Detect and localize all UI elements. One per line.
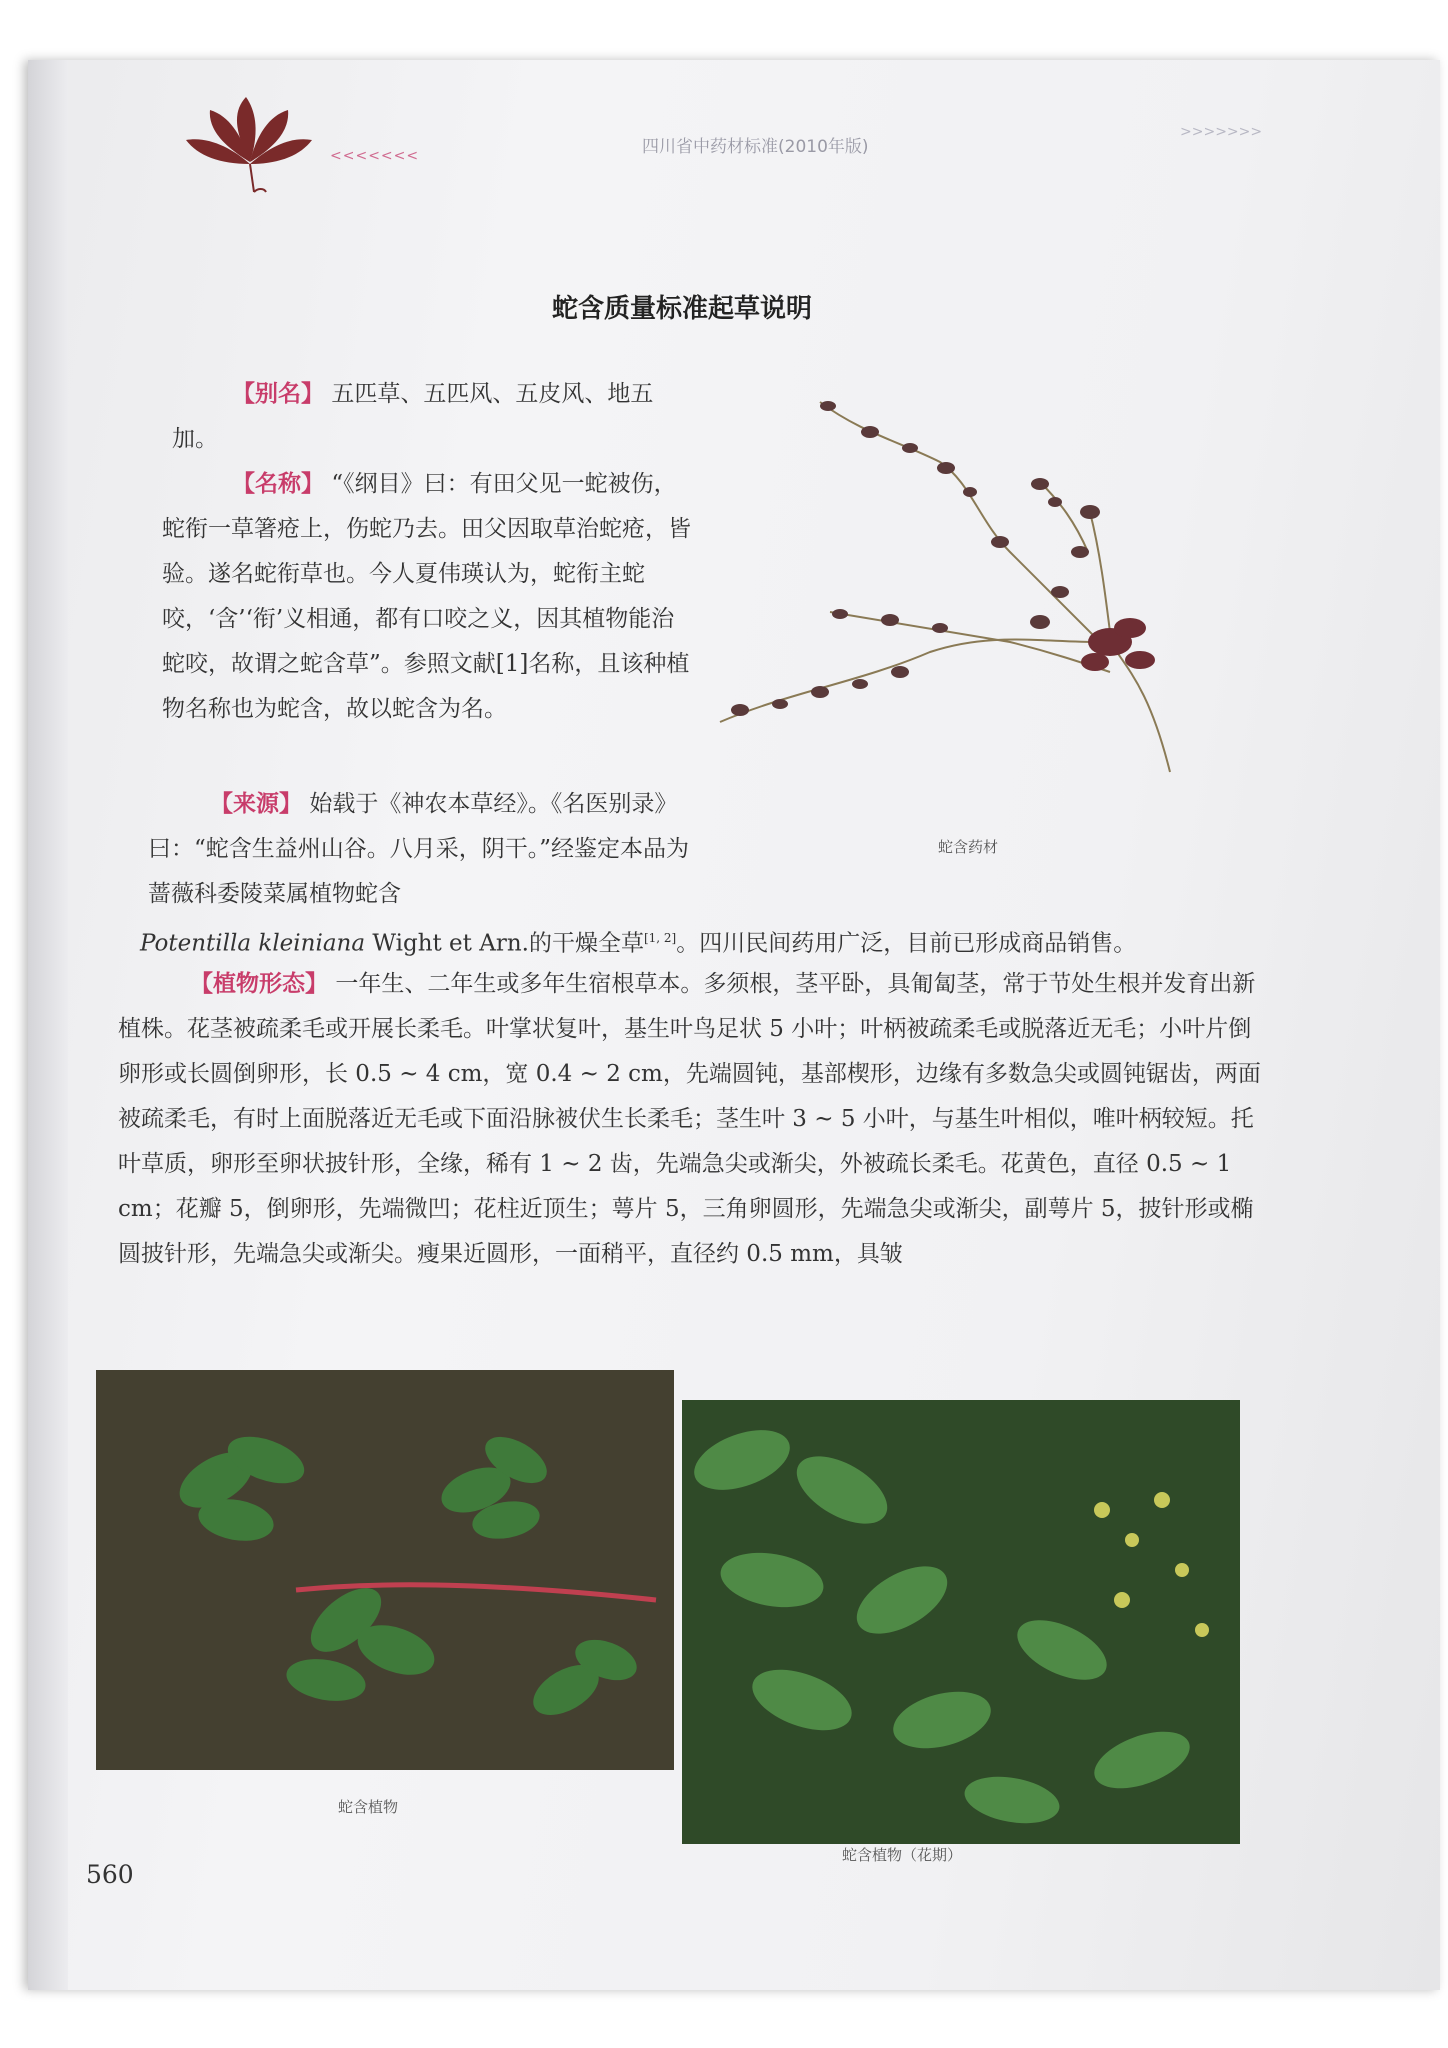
plant-photo-caption: 蛇含植物 — [338, 1798, 399, 1816]
name-paragraph — [162, 462, 692, 732]
alias-paragraph — [172, 372, 692, 462]
running-header-title: 四川省中药材标准(2010年版) — [642, 137, 869, 157]
dried-herb-specimen-image — [710, 392, 1230, 792]
alias-text: 五匹草、五匹风、五皮风、地五加。 — [172, 381, 654, 452]
name-text: “《纲目》曰：有田父见一蛇被伤，蛇衔一草箸疮上，伤蛇乃去。田父因取草治蛇疮，皆验。遂名蛇衔草也。今人夏伟瑛认为，蛇衔主蛇咬，‘含’‘衔’义相通，都有口咬之义，因其植物能治蛇咬，故谓之蛇含草”。参照文献[1]名称，且该种植物名称也为蛇含，故以蛇含为名。 — [162, 471, 691, 722]
source-paragraph — [148, 782, 692, 917]
specimen-caption: 蛇含药材 — [938, 838, 999, 856]
morphology-paragraph — [118, 962, 1268, 1277]
page-number: 560 — [86, 1860, 134, 1889]
header-arrows-left: <<<<<<< — [330, 148, 420, 164]
plant-flowering-photo — [682, 1400, 1240, 1844]
leaf-logo-icon — [180, 92, 320, 202]
plant-photo — [96, 1370, 674, 1770]
page-title: 蛇含质量标准起草说明 — [552, 294, 813, 324]
source-end: 。四川民间药用广泛，目前已形成商品销售。 — [676, 930, 1137, 957]
flowering-photo-caption: 蛇含植物（花期） — [842, 1846, 963, 1864]
morphology-tag: 【植物形态】 — [190, 971, 328, 997]
alias-tag: 【别名】 — [232, 381, 324, 407]
source-latin-line — [140, 916, 1260, 967]
name-tag: 【名称】 — [232, 471, 324, 497]
source-text: 始载于《神农本草经》。《名医别录》曰：“蛇含生益州山谷。八月采，阴干。”经鉴定本品为蔷薇科委陵菜属植物蛇含 — [148, 791, 690, 907]
source-reference: [1, 2] — [643, 931, 677, 945]
morphology-text: 一年生、二年生或多年生宿根草本。多须根，茎平卧，具匍匐茎，常于节处生根并发育出新植株。花茎被疏柔毛或开展长柔毛。叶掌状复叶，基生叶鸟足状 5 小叶；叶柄被疏柔毛或脱落近无毛；小叶片倒卵形或长圆倒卵形，长 0.5 ~ 4 cm，宽 0.4 ~ 2 cm，先端圆钝，基部楔形，边缘有多数急尖或圆钝锯齿，两面被疏柔毛，有时上面脱落近无毛或下面沿脉被伏生长柔毛；茎生叶 3 ~ 5 小叶，与基生叶相似，唯叶柄较短。托叶草质，卵形至卵状披针形，全缘，稀有 1 ~ 2 齿，先端急尖或渐尖，外被疏长柔毛。花黄色，直径 0.5 ~ 1 cm；花瓣 5，倒卵形，先端微凹；花柱近顶生；萼片 5，三角卵圆形，先端急尖或渐尖，副萼片 5，披针形或椭圆披针形，先端急尖或渐尖。瘦果近圆形，一面稍平，直径约 0.5 mm，具皱 — [118, 971, 1261, 1267]
source-cont: Wight et Arn.的干燥全草 — [372, 930, 644, 957]
book-spine-shadow — [28, 60, 68, 1990]
header-arrows-right: >>>>>>> — [1180, 124, 1263, 140]
latin-name: Potentilla kleiniana — [140, 930, 366, 957]
source-tag: 【来源】 — [210, 791, 302, 817]
